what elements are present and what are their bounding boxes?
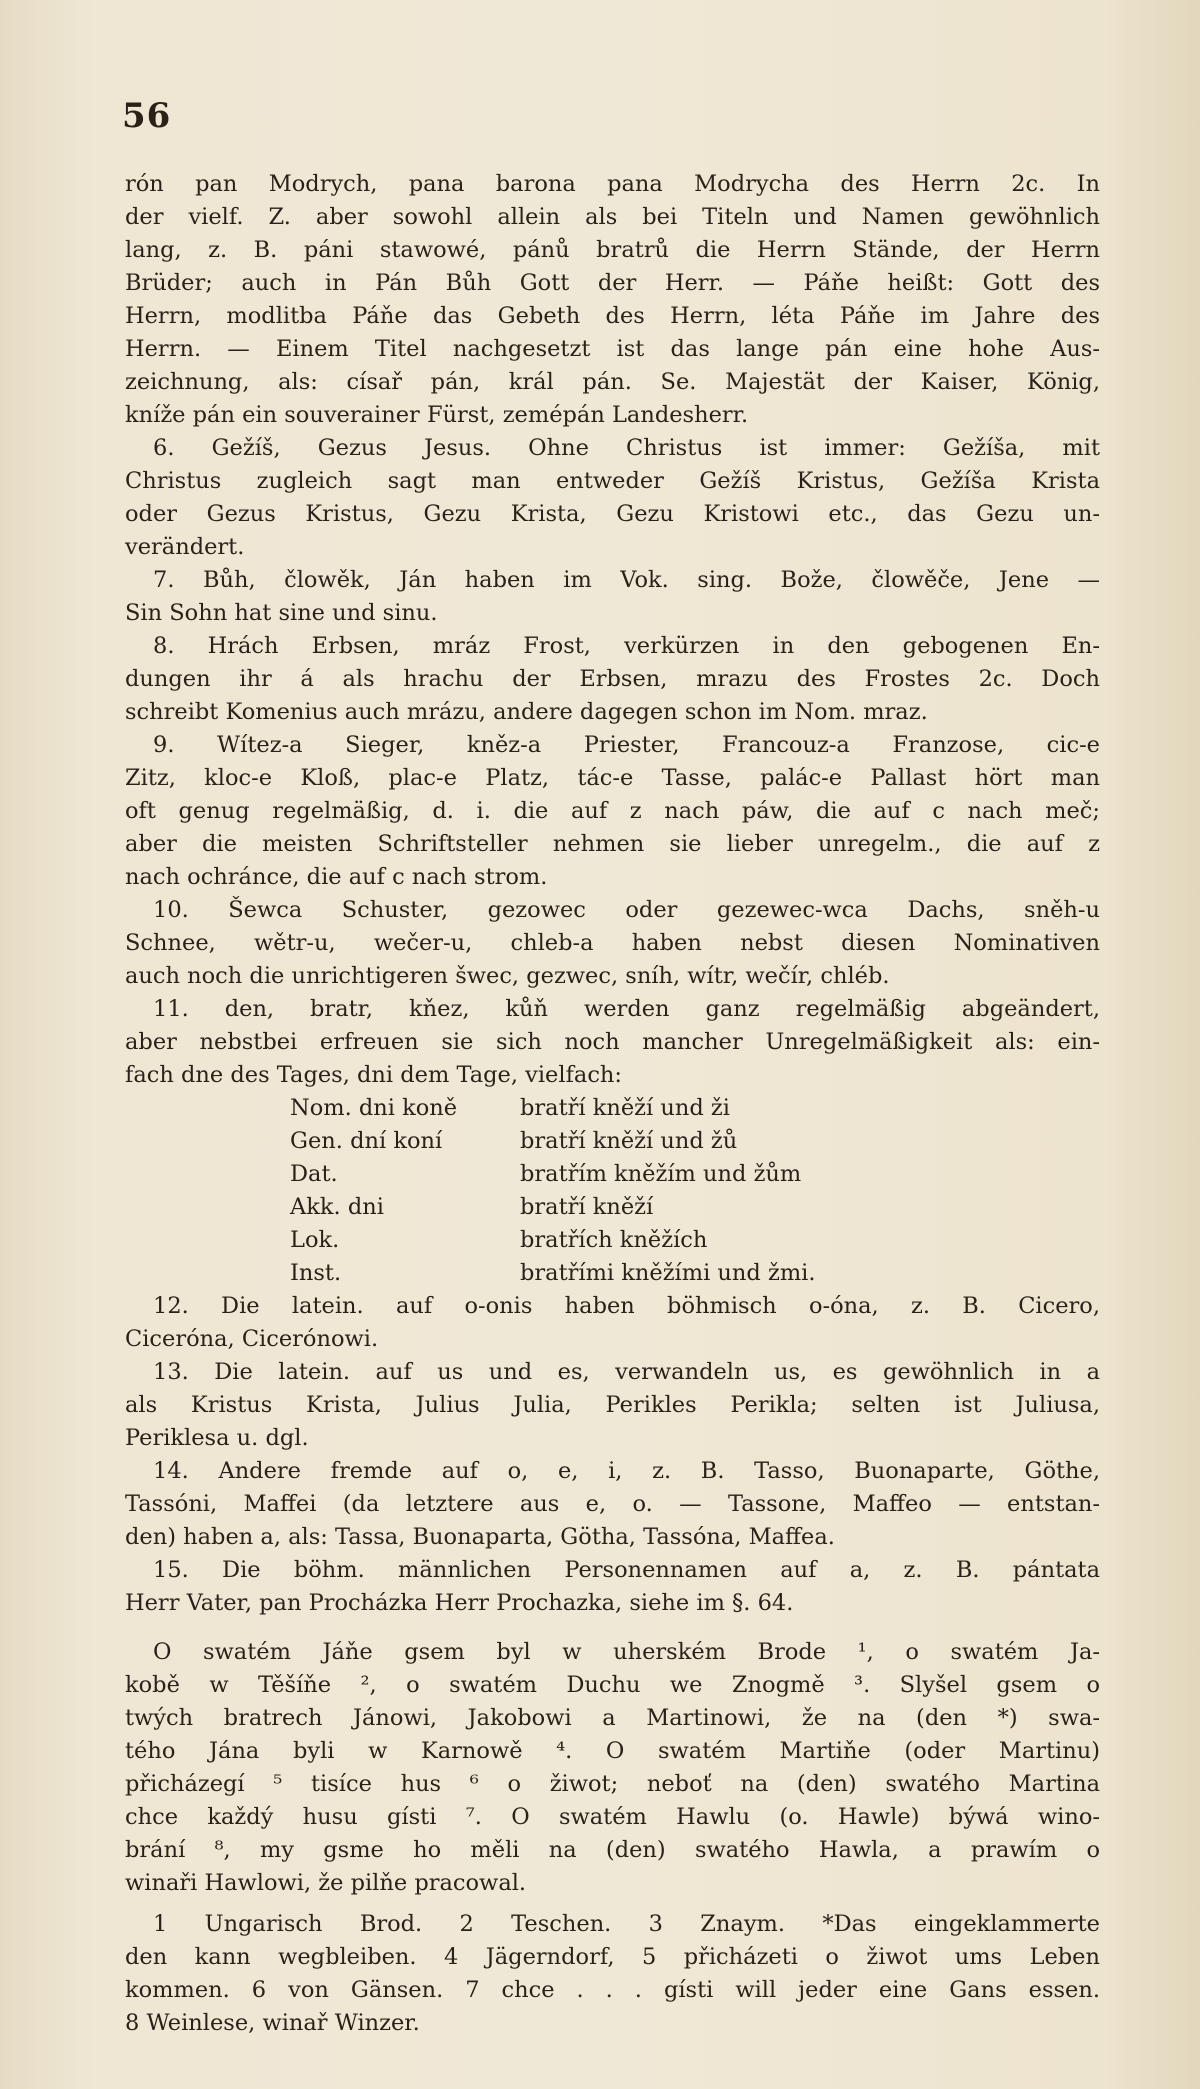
text-line: Zitz, kloc-e Kloß, plac-e Platz, tác-e Tasse, palác-e Pallast hört man — [125, 765, 1100, 791]
text-line: O swatém Jáňe gsem byl w uherském Brode ¹, o swatém Ja- — [153, 1639, 1100, 1665]
declension-forms: bratří kněží — [520, 1194, 654, 1220]
paragraph — [125, 729, 1100, 894]
declension-row — [290, 1125, 1100, 1158]
text-line: kommen. 6 von Gänsen. 7 chce . . . gísti will jeder eine Gans essen. — [125, 1977, 1100, 2003]
declension-forms: bratřích kněžích — [520, 1227, 708, 1253]
text-line: Tassóni, Maffei (da letztere aus e, o. — Tassone, Maffeo — entstan- — [125, 1491, 1100, 1517]
text-line: aber nebstbei erfreuen sie sich noch mancher Unregelmäßigkeit als: ein- — [125, 1029, 1100, 1055]
paragraph — [125, 1290, 1100, 1356]
paragraph — [125, 993, 1100, 1092]
text-line: Christus zugleich sagt man entweder Gežíš Kristus, Gežíša Krista — [125, 468, 1100, 494]
paragraph — [125, 894, 1100, 993]
text-line: 12. Die latein. auf o-onis haben böhmisch o-óna, z. B. Cicero, — [153, 1293, 1100, 1319]
paragraph — [125, 630, 1100, 729]
text-line: schreibt Komenius auch mrázu, andere dagegen schon im Nom. mraz. — [125, 699, 928, 725]
declension-forms: bratří kněží und ži — [520, 1095, 730, 1121]
text-line: 8 Weinlese, winař Winzer. — [125, 2010, 420, 2036]
text-line: 15. Die böhm. männlichen Personennamen auf a, z. B. pántata — [153, 1557, 1100, 1583]
text-line: brání ⁸, my gsme ho měli na (den) swatého Hawla, a prawím o — [125, 1837, 1100, 1863]
text-line: 11. den, bratr, kňez, kůň werden ganz regelmäßig abgeändert, — [153, 996, 1100, 1022]
footnotes — [125, 1908, 1100, 2040]
text-line: Schnee, wětr-u, wečer-u, chleb-a haben nebst diesen Nominativen — [125, 930, 1100, 956]
text-line: Herrn, modlitba Páňe das Gebeth des Herrn, léta Páňe im Jahre des — [125, 303, 1100, 329]
declension-case: Akk. dni — [290, 1194, 384, 1220]
text-line: dungen ihr á als hrachu der Erbsen, mrazu des Frostes 2c. Doch — [125, 666, 1100, 692]
text-line: 1 Ungarisch Brod. 2 Teschen. 3 Znaym. *Das eingeklammerte — [153, 1911, 1100, 1937]
text-line: oft genug regelmäßig, d. i. die auf z nach páw, die auf c nach meč; — [125, 798, 1100, 824]
declension-row — [290, 1191, 1100, 1224]
declension-case: Dat. — [290, 1161, 338, 1187]
text-line: zeichnung, als: císař pán, král pán. Se. Majestät der Kaiser, König, — [125, 369, 1100, 395]
text-line: lang, z. B. páni stawowé, pánů bratrů die Herrn Stände, der Herrn — [125, 237, 1100, 263]
declension-forms: bratřími kněžími und žmi. — [520, 1260, 816, 1286]
text-line: aber die meisten Schriftsteller nehmen sie lieber unregelm., die auf z — [125, 831, 1100, 857]
paragraph — [125, 1554, 1100, 1620]
text-line: Sin Sohn hat sine und sinu. — [125, 600, 438, 626]
text-line: den) haben a, als: Tassa, Buonaparta, Götha, Tassóna, Maffea. — [125, 1524, 835, 1550]
text-line: den kann wegbleiben. 4 Jägerndorf, 5 přicházeti o žiwot ums Leben — [125, 1944, 1100, 1970]
paragraph — [125, 1455, 1100, 1554]
text-line: 8. Hrách Erbsen, mráz Frost, verkürzen in den gebogenen En- — [153, 633, 1100, 659]
text-line: oder Gezus Kristus, Gezu Krista, Gezu Kristowi etc., das Gezu un- — [125, 501, 1100, 527]
text-line: twých bratrech Jánowi, Jakobowi a Martinowi, že na (den *) swa- — [125, 1705, 1100, 1731]
text-line: als Kristus Krista, Julius Julia, Perikles Perikla; selten ist Juliusa, — [125, 1392, 1100, 1418]
paragraph — [125, 564, 1100, 630]
declension-table — [290, 1092, 1100, 1290]
text-line: fach dne des Tages, dni dem Tage, vielfach: — [125, 1062, 622, 1088]
text-line: 7. Bůh, člowěk, Ján haben im Vok. sing. Bože, člowěče, Jene — — [153, 567, 1100, 593]
page-body — [125, 168, 1100, 2040]
text-line: přicházegí ⁵ tisíce hus ⁶ o žiwot; neboť na (den) swatého Martina — [125, 1771, 1100, 1797]
paragraphs-before-table — [125, 168, 1100, 1092]
paragraph — [125, 168, 1100, 432]
text-line: 13. Die latein. auf us und es, verwandeln us, es gewöhnlich in a — [153, 1359, 1100, 1385]
text-line: Herrn. — Einem Titel nachgesetzt ist das lange pán eine hohe Aus- — [125, 336, 1100, 362]
text-line: winaři Hawlowi, že pilňe pracowal. — [125, 1870, 527, 1896]
text-line: Herr Vater, pan Procházka Herr Prochazka, siehe im §. 64. — [125, 1590, 794, 1616]
declension-row — [290, 1092, 1100, 1125]
paragraph — [125, 432, 1100, 564]
page-number: 56 — [122, 96, 172, 136]
text-line: nach ochránce, die auf c nach strom. — [125, 864, 548, 890]
declension-forms: bratří kněží und žů — [520, 1128, 738, 1154]
text-line: Brüder; auch in Pán Bůh Gott der Herr. — Páňe heißt: Gott des — [125, 270, 1100, 296]
declension-case: Inst. — [290, 1260, 342, 1286]
text-line: 6. Gežíš, Gezus Jesus. Ohne Christus ist immer: Gežíša, mit — [153, 435, 1100, 461]
text-line: kníže pán ein souverainer Fürst, zemépán Landesherr. — [125, 402, 749, 428]
declension-forms: bratřím kněžím und žům — [520, 1161, 802, 1187]
text-line: Ciceróna, Cicerónowi. — [125, 1326, 379, 1352]
text-line: der vielf. Z. aber sowohl allein als bei Titeln und Namen gewöhnlich — [125, 204, 1100, 230]
text-line: tého Jána byli w Karnowě ⁴. O swatém Martiňe (oder Martinu) — [125, 1738, 1100, 1764]
text-line: rón pan Modrych, pana barona pana Modrycha des Herrn 2c. In — [125, 171, 1100, 197]
paragraph — [125, 1356, 1100, 1455]
text-line: chce každý husu gísti ⁷. O swatém Hawlu (o. Hawle) býwá wino- — [125, 1804, 1100, 1830]
text-line: 9. Wítez-a Sieger, kněz-a Priester, Francouz-a Franzose, cic-e — [153, 732, 1100, 758]
text-line: verändert. — [125, 534, 245, 560]
example-text — [125, 1636, 1100, 1900]
declension-row — [290, 1224, 1100, 1257]
text-line: auch noch die unrichtigeren šwec, gezwec, sníh, wítr, wečír, chléb. — [125, 963, 890, 989]
declension-case: Lok. — [290, 1227, 340, 1253]
paragraphs-after-table — [125, 1290, 1100, 1620]
declension-row — [290, 1158, 1100, 1191]
declension-case: Nom. dni koně — [290, 1095, 458, 1121]
declension-row — [290, 1257, 1100, 1290]
declension-case: Gen. dní koní — [290, 1128, 443, 1154]
text-line: 10. Šewca Schuster, gezowec oder gezewec-wca Dachs, sněh-u — [153, 897, 1100, 923]
text-line: kobě w Těšíňe ², o swatém Duchu we Znogmě ³. Slyšel gsem o — [125, 1672, 1100, 1698]
text-line: Periklesa u. dgl. — [125, 1425, 309, 1451]
text-line: 14. Andere fremde auf o, e, i, z. B. Tasso, Buonaparte, Göthe, — [153, 1458, 1100, 1484]
